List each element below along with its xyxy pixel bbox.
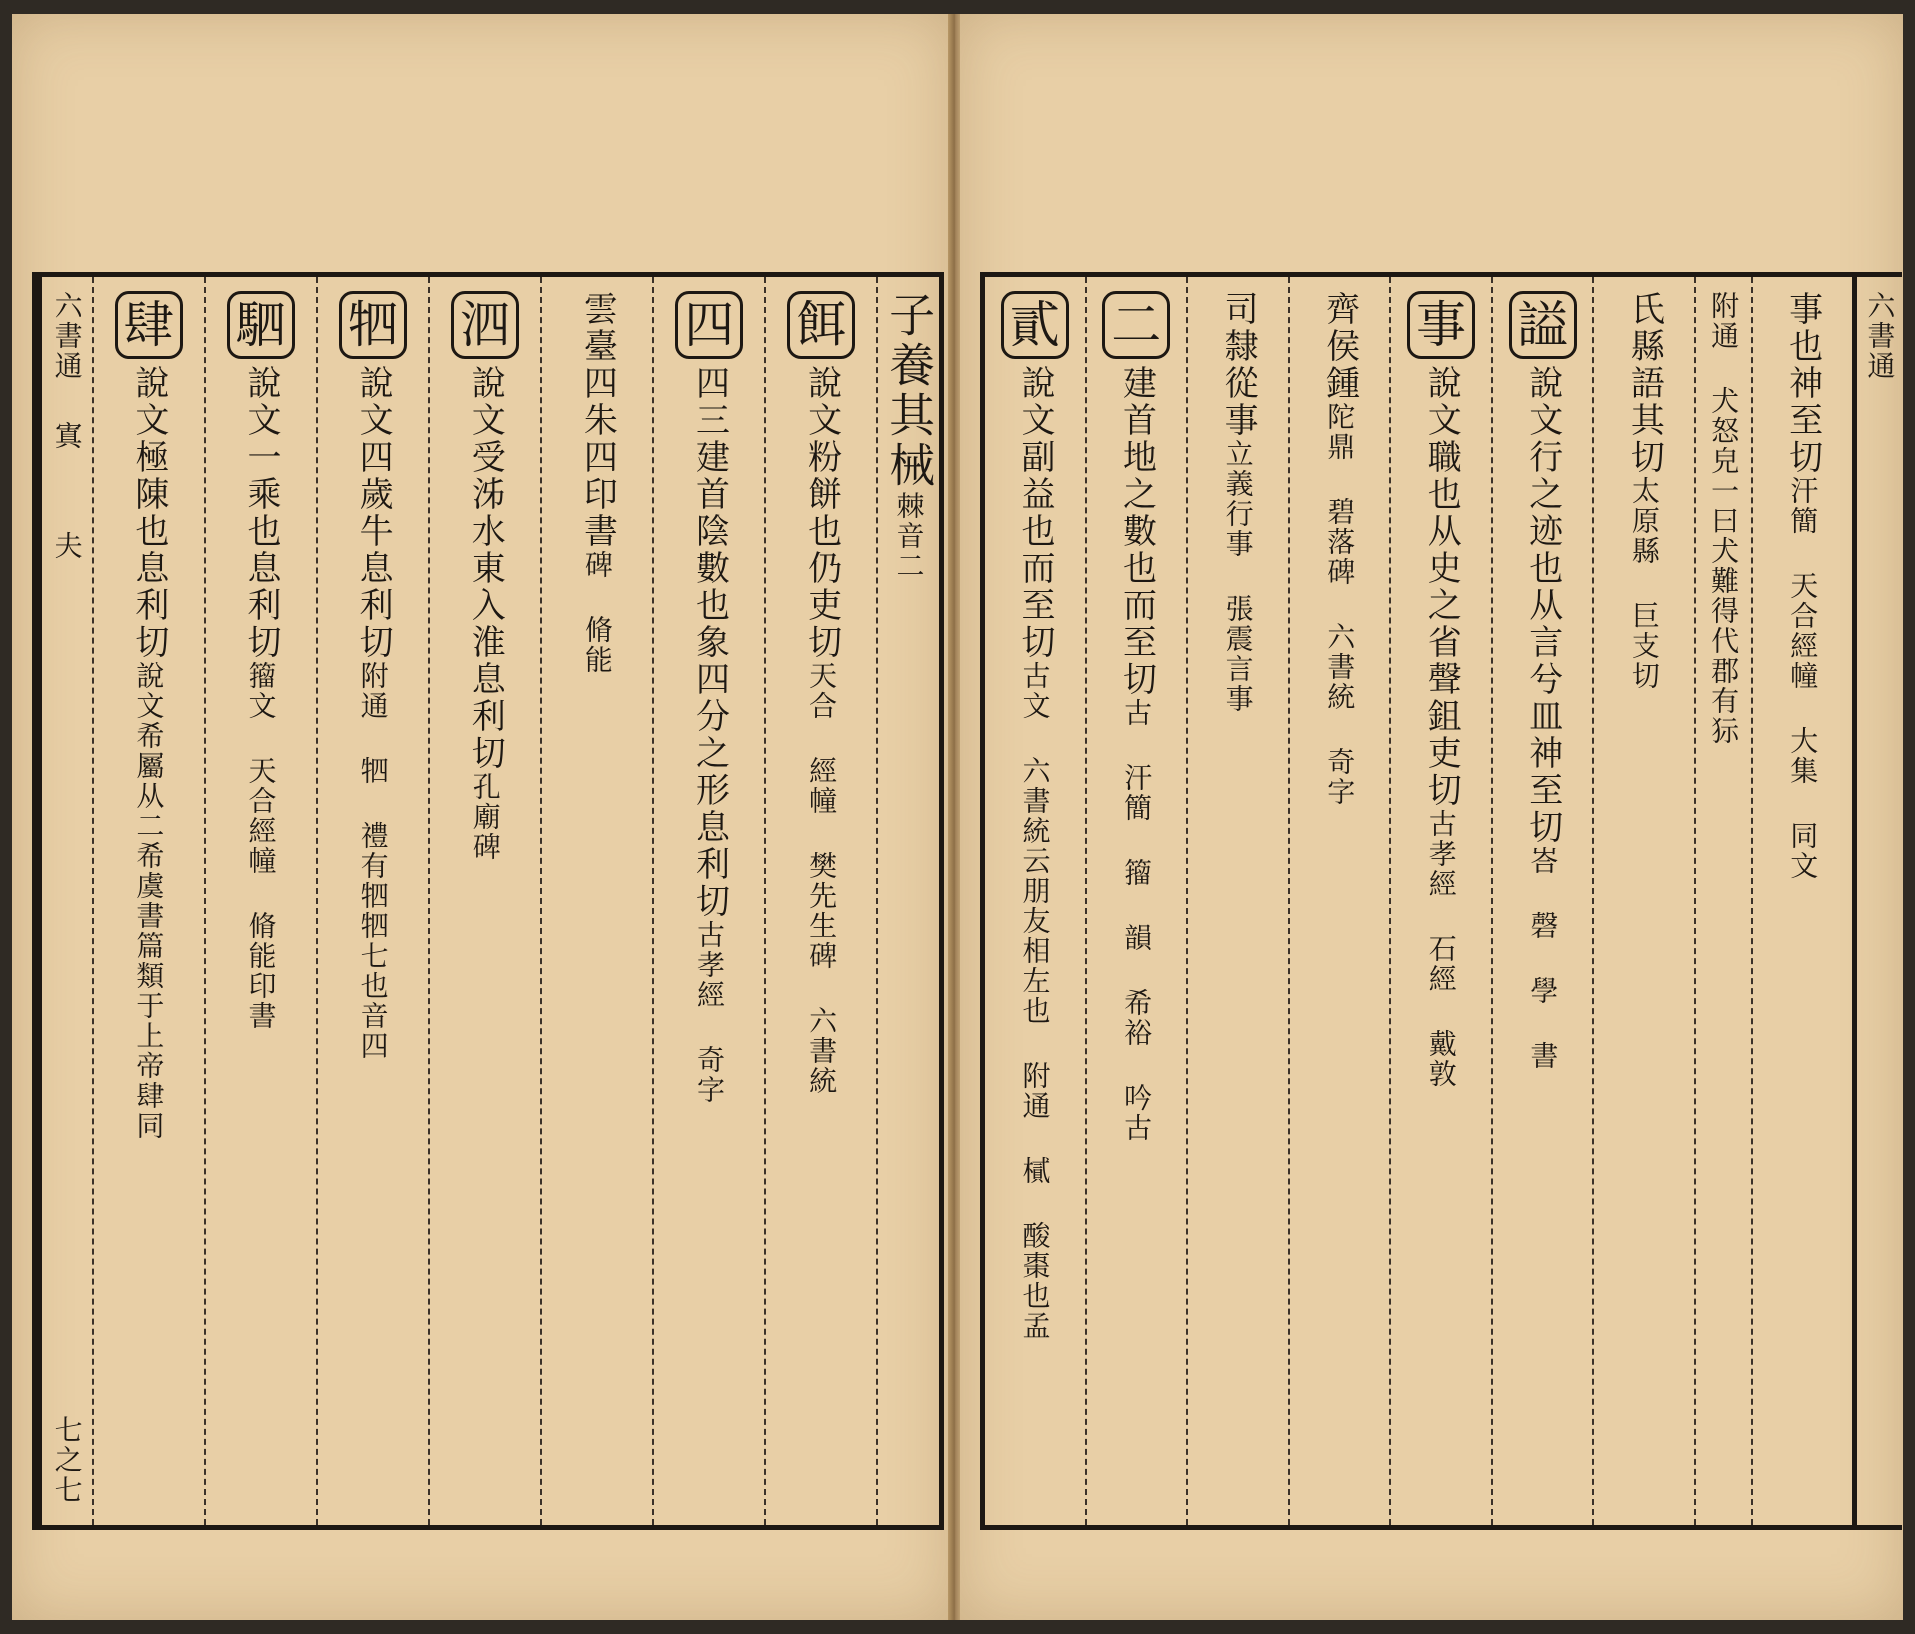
head-char: 事 (1407, 291, 1475, 359)
right-col-9 (985, 277, 1085, 1525)
head-char: 貳 (1001, 291, 1069, 359)
right-col-4-sub: 峇 磬 學 書 (1526, 846, 1560, 1071)
right-col-5-sub: 古孝經 石經 戴敦 (1424, 809, 1458, 1089)
right-col-7-text: 司隸從事 (1218, 291, 1259, 439)
right-col-2-sub: 附通 犬怒皃一曰犬難得代郡有狋 (1707, 291, 1741, 746)
right-col-1 (1751, 277, 1853, 1525)
right-col-9-sub: 古文 六書統云朋友相左也 附通 樲 酸棗也孟 (1018, 661, 1052, 1341)
right-col-5 (1389, 277, 1491, 1525)
right-col-5-text: 說文職也从史之省聲鉏吏切 (1421, 365, 1462, 809)
right-page (960, 14, 1903, 1620)
folio-rhyme: 寘 (50, 421, 84, 451)
right-col-8-sub: 古 汗簡 籀 韻 希裕 吟古 (1120, 698, 1154, 1143)
folio-juan: 七之七 (50, 1415, 84, 1505)
left-col-8-text: 說文極陳也息利切 (128, 365, 169, 661)
head-char: 駟 (227, 291, 295, 359)
left-col-8-sub: 說文希屬从二希虞書篇類于上帝肆同 (132, 661, 166, 1141)
head-char: 泗 (451, 291, 519, 359)
head-char: 四 (675, 291, 743, 359)
right-col-6-text: 齊侯鍾 (1319, 291, 1360, 402)
right-col-4 (1491, 277, 1593, 1525)
left-col-4-text: 雲臺四朱四印書 (577, 291, 618, 550)
right-col-6-sub: 陀鼎 碧落碑 六書統 奇字 (1323, 402, 1357, 807)
left-frame (32, 272, 944, 1530)
folio-title: 六書通 (1863, 291, 1897, 381)
left-col-6-text: 說文四歲牛息利切 (353, 365, 394, 661)
left-col-3 (652, 277, 764, 1525)
left-col-3-text: 四三建首陰數也象四分之形息利切 (689, 365, 730, 920)
right-col-4-text: 說文行之迹也从言兮皿神至切 (1522, 365, 1563, 846)
right-col-1-sub: 汗簡 天合經幢 大集 同文 (1786, 476, 1820, 881)
left-col-7-sub: 籀文 天合經幢 脩能印書 (244, 661, 278, 1031)
left-col-6-sub: 附通 牭 禮有牭牭七也音四 (356, 661, 390, 1061)
right-col-3-sub: 太原縣 巨支切 (1627, 476, 1661, 691)
right-col-1-text: 事也神至切 (1782, 291, 1823, 476)
left-col-1-sub: 棘音二 (892, 491, 926, 581)
right-col-2 (1694, 277, 1751, 1525)
right-col-7-sub: 立義行事 張震言事 (1221, 439, 1255, 714)
left-col-4-sub: 碑 脩能 (580, 550, 614, 675)
left-margin-col (37, 277, 92, 1525)
left-col-6 (316, 277, 428, 1525)
left-col-8 (92, 277, 204, 1525)
head-char: 謚 (1509, 291, 1577, 359)
left-col-4 (540, 277, 652, 1525)
left-col-1-text: 子養其械 (882, 291, 937, 491)
left-col-5 (428, 277, 540, 1525)
left-col-3-sub: 古孝經 奇字 (693, 920, 727, 1105)
folio-title: 六書通 (50, 291, 84, 381)
head-char: 二 (1102, 291, 1170, 359)
right-col-9-text: 說文副益也而至切 (1014, 365, 1055, 661)
left-col-5-sub: 孔廟碑 (468, 772, 502, 862)
right-col-8-text: 建首地之數也而至切 (1116, 365, 1157, 698)
right-col-7 (1186, 277, 1288, 1525)
right-frame (980, 272, 1902, 1530)
left-col-2-text: 說文粉餅也仍吏切 (801, 365, 842, 661)
left-col-2 (764, 277, 876, 1525)
left-col-7-text: 說文一乘也息利切 (241, 365, 281, 661)
right-col-6 (1288, 277, 1390, 1525)
left-page (12, 14, 950, 1620)
folio-number: 夫 (50, 531, 84, 561)
left-col-7 (204, 277, 316, 1525)
right-col-8 (1085, 277, 1187, 1525)
left-col-1 (876, 277, 939, 1525)
right-margin-col (1852, 277, 1902, 1525)
head-char: 餌 (787, 291, 855, 359)
left-col-2-sub: 天合 經幢 樊先生碑 六書統 (805, 661, 839, 1096)
left-col-5-text: 說文受泲水東入淮息利切 (465, 365, 506, 772)
head-char: 牭 (339, 291, 407, 359)
head-char: 肆 (115, 291, 183, 359)
right-col-3 (1592, 277, 1694, 1525)
right-col-3-text: 氏縣語其切 (1624, 291, 1665, 476)
